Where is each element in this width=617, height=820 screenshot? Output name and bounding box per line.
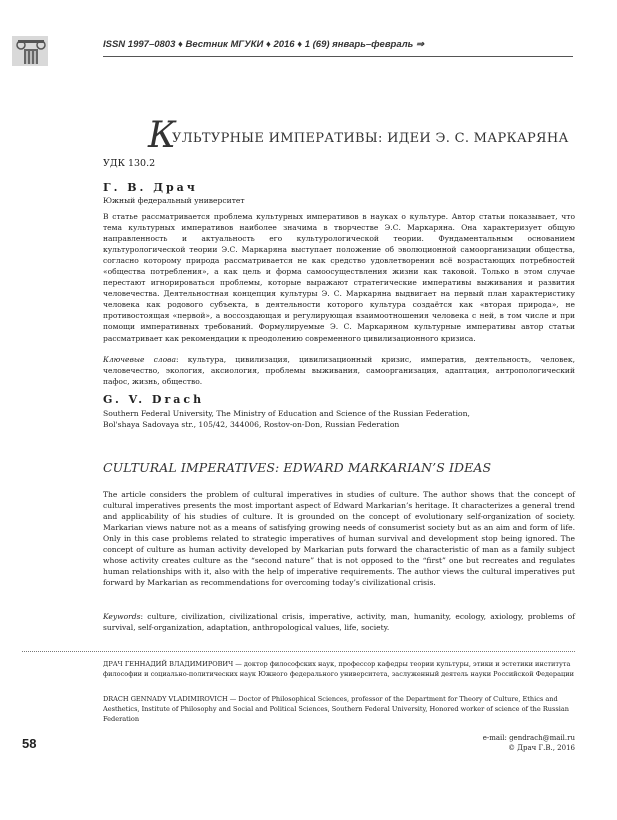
title-initial: К <box>148 115 176 156</box>
udk-code: УДК 130.2 <box>103 158 156 169</box>
header-rule <box>103 56 573 57</box>
page-number: 58 <box>22 736 37 751</box>
journal-logo-icon <box>12 30 72 66</box>
article-title-ru: УЛЬТУРНЫЕ ИМПЕРАТИВЫ: ИДЕИ Э. С. МАРКАРЯНА <box>172 131 569 146</box>
copyright: © Драч Г.В., 2016 <box>508 744 575 752</box>
author-email[interactable]: e-mail: gendrach@mail.ru <box>482 734 575 742</box>
affiliation-en-line-2: Bol'shaya Sadovaya str., 105/42, 344006, Rostov-on-Don, Russian Federation <box>103 420 400 429</box>
keywords-en <box>103 611 575 633</box>
affiliation-en <box>103 408 575 430</box>
author-bio-en: DRACH GENNADY VLADIMIROVICH — Doctor of Philosophical Sciences, professor of the Department for Theory of Culture, Ethics and Aesthetics, Institute of Philosophy and Social and Political Sciences, Southern Federal University, Honored worker of science of the Russian Federation <box>103 695 569 724</box>
author-bio-ru: ДРАЧ ГЕННАДИЙ ВЛАДИМИРОВИЧ — доктор философских наук, профессор кафедры теории культуры, этики и эстетики института философии и социально-политических наук Южного федерального университета, заслуженный деятель науки Российской Федерации <box>103 660 574 679</box>
abstract-ru: В статье рассматривается проблема культурных императивов в науках о культуре. Автор статьи показывает, что тема культурных императивов наиболее значима в творчестве Э.С. Маркаряна. Она характеризует общую направленность и актуальность его культурологической теории. Фундаментальным основанием культурологической теории Э.С. Маркаряна выступает положение об эволюционной самоорганизации общества, согласно которому природа рассматривается не как средство удовлетворения всё возрастающих потребностей «общества потребления», а как цель и форма самоосуществления жизни как таковой. Только в этом случае перестают игнорироваться проблемы, которые выражают стратегические императивы выживания и развития человечества. Деятельностная концепция культуры Э. С. Маркаряна выдвигает на первый план характеристику человека как родового субъекта, в деятельности которого культура создаётся как «вторая природа», не противостоящая «первой», а воссоздающая и регулирующая взаимоотношения человека с ней, в том числе и при помощи императивных требований. Формулируемые Э. С. Маркаряном культурные императивы автор статьи рассматривает как рекомендации к преодолению современного цивилизационного кризиса. <box>103 212 575 343</box>
journal-header: ISSN 1997–0803 ♦ Вестник МГУКИ ♦ 2016 ♦ 1 (69) январь–февраль ⇒ <box>103 39 424 50</box>
affiliation-ru: Южный федеральный университет <box>103 196 245 205</box>
article-title-en: CULTURAL IMPERATIVES: EDWARD MARKARIAN’S IDEAS <box>103 460 492 475</box>
keywords-list-ru: : культура, цивилизация, цивилизационный кризис, императив, деятельность, человек, человечество, экология, аксиология, проблемы выживания, самоорганизация, адаптация, антропологический пафос, жизнь, общество. <box>103 355 576 387</box>
author-ru: Г. В. Драч <box>103 181 198 194</box>
dotted-divider <box>22 651 575 652</box>
keywords-label-ru: Ключевые слова <box>103 355 177 364</box>
author-en: G. V. Drach <box>103 393 205 406</box>
keywords-list-en: : culture, civilization, civilizational crisis, imperative, activity, man, humanity, ecology, axiology, problems of survival, self-organization, adaptation, anthropological values, life, society. <box>103 612 575 633</box>
affiliation-en-line-1: Southern Federal University, The Ministry of Education and Science of the Russian Federation, <box>103 409 470 418</box>
keywords-label-en: Keywords <box>103 612 141 621</box>
keywords-ru <box>103 354 575 387</box>
abstract-en: The article considers the problem of cultural imperatives in studies of culture. The author shows that the concept of cultural imperatives presents the most important aspect of Edward Markarian’s heritage. It characterizes a general trend and applicability of his studies of culture. It is grounded on the concept of evolutionary self-organization of society. Markarian views nature not as a means of satisfying growing needs of consumerist society but as an aim and form of life. Only in this case problems related to strategic imperatives of human survival and development stop being ignored. The concept of culture as human activity developed by Markarian puts forward the characteristic of man as a family subject whose activity creates culture as the “second nature” that is not opposed to the “first” one but recreates and regulates human relationships with it, also with the help of imperative requirements. The author views the cultural imperatives put forward by Markarian as recommendations for overcoming today’s civilizational crisis. <box>103 490 575 588</box>
